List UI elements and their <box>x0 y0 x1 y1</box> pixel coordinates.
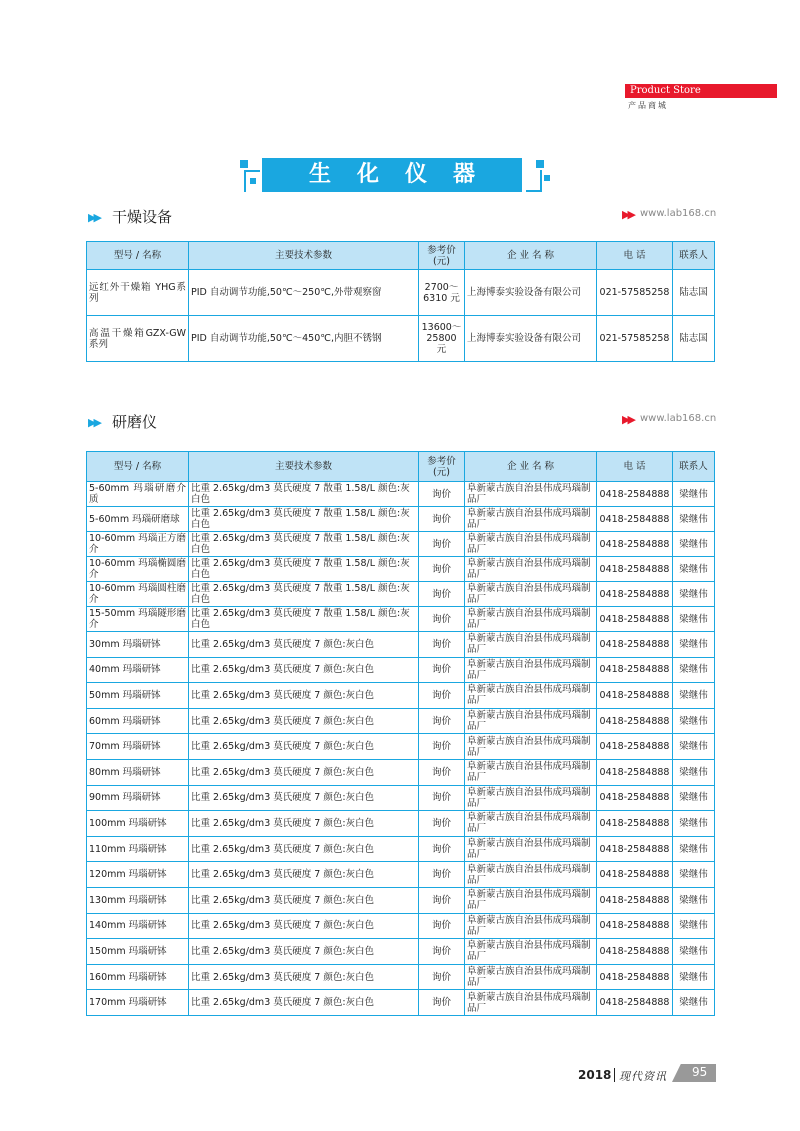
cell-model: 150mm 玛瑙研钵 <box>87 939 189 965</box>
table-row <box>87 532 715 557</box>
product-store-cn-label: 产品商城 <box>628 101 668 110</box>
cell-model: 70mm 玛瑙研钵 <box>87 734 189 760</box>
table-row <box>87 785 715 811</box>
column-header-company: 企 业 名 称 <box>465 242 597 270</box>
cell-spec: 比重 2.65kg/dm3 莫氏硬度 7 散重 1.58/L 颜色:灰白色 <box>189 607 419 632</box>
table-row <box>87 887 715 913</box>
table-row <box>87 862 715 888</box>
section-title-drying: 干燥设备 <box>112 208 173 226</box>
cell-phone: 0418-2584888 <box>597 964 673 990</box>
cell-price: 询价 <box>419 708 465 734</box>
cell-model: 110mm 玛瑙研钵 <box>87 836 189 862</box>
table-row <box>87 708 715 734</box>
table-header-row <box>87 452 715 482</box>
footer-year: 2018 <box>578 1068 612 1082</box>
cell-spec: 比重 2.65kg/dm3 莫氏硬度 7 颜色:灰白色 <box>189 964 419 990</box>
cell-company: 阜新蒙古族自治县伟成玛瑙制品厂 <box>465 632 597 658</box>
cell-contact: 梁继伟 <box>673 836 715 862</box>
cell-price: 询价 <box>419 582 465 607</box>
cell-phone: 0418-2584888 <box>597 683 673 709</box>
cell-model: 5-60mm 玛瑙研磨球 <box>87 507 189 532</box>
cell-contact: 梁继伟 <box>673 785 715 811</box>
cell-company: 阜新蒙古族自治县伟成玛瑙制品厂 <box>465 532 597 557</box>
cell-spec: 比重 2.65kg/dm3 莫氏硬度 7 颜色:灰白色 <box>189 734 419 760</box>
cell-contact: 梁继伟 <box>673 887 715 913</box>
cell-model: 30mm 玛瑙研钵 <box>87 632 189 658</box>
table-row <box>87 632 715 658</box>
cell-company: 阜新蒙古族自治县伟成玛瑙制品厂 <box>465 759 597 785</box>
cell-phone: 0418-2584888 <box>597 887 673 913</box>
cell-spec: 比重 2.65kg/dm3 莫氏硬度 7 散重 1.58/L 颜色:灰白色 <box>189 482 419 507</box>
cell-spec: 比重 2.65kg/dm3 莫氏硬度 7 颜色:灰白色 <box>189 913 419 939</box>
cell-price: 13600～25800 元 <box>419 316 465 362</box>
cell-price: 询价 <box>419 862 465 888</box>
table-row <box>87 607 715 632</box>
cell-price: 询价 <box>419 836 465 862</box>
cell-contact: 梁继伟 <box>673 632 715 658</box>
cell-spec: 比重 2.65kg/dm3 莫氏硬度 7 散重 1.58/L 颜色:灰白色 <box>189 532 419 557</box>
site-arrow-icon: ▶▶ <box>622 208 633 221</box>
cell-spec: PID 自动调节功能,50℃～250℃,外带观察窗 <box>189 270 419 316</box>
cell-model: 高温干燥箱GZX-GW 系列 <box>87 316 189 362</box>
cell-spec: 比重 2.65kg/dm3 莫氏硬度 7 散重 1.58/L 颜色:灰白色 <box>189 557 419 582</box>
cell-phone: 0418-2584888 <box>597 532 673 557</box>
cell-contact: 梁继伟 <box>673 759 715 785</box>
cell-company: 阜新蒙古族自治县伟成玛瑙制品厂 <box>465 657 597 683</box>
product-store-label: Product Store <box>630 85 701 96</box>
table-row <box>87 990 715 1016</box>
cell-price: 询价 <box>419 785 465 811</box>
column-header-price: 参考价(元) <box>419 452 465 482</box>
cell-phone: 021-57585258 <box>597 316 673 362</box>
cell-price: 询价 <box>419 482 465 507</box>
column-header-model: 型号 / 名称 <box>87 242 189 270</box>
column-header-phone: 电 话 <box>597 452 673 482</box>
section-arrow-icon: ▶▶ <box>88 211 99 224</box>
cell-contact: 梁继伟 <box>673 990 715 1016</box>
cell-price: 询价 <box>419 532 465 557</box>
cell-company: 阜新蒙古族自治县伟成玛瑙制品厂 <box>465 887 597 913</box>
cell-phone: 0418-2584888 <box>597 734 673 760</box>
cell-contact: 梁继伟 <box>673 507 715 532</box>
cell-phone: 021-57585258 <box>597 270 673 316</box>
cell-company: 阜新蒙古族自治县伟成玛瑙制品厂 <box>465 482 597 507</box>
table-row <box>87 683 715 709</box>
cell-spec: 比重 2.65kg/dm3 莫氏硬度 7 颜色:灰白色 <box>189 708 419 734</box>
cell-company: 阜新蒙古族自治县伟成玛瑙制品厂 <box>465 557 597 582</box>
cell-price: 询价 <box>419 607 465 632</box>
site-url[interactable]: www.lab168.cn <box>640 208 717 219</box>
table-row <box>87 811 715 837</box>
cell-spec: 比重 2.65kg/dm3 莫氏硬度 7 颜色:灰白色 <box>189 683 419 709</box>
banner-square-decor <box>536 160 544 168</box>
cell-price: 询价 <box>419 557 465 582</box>
cell-company: 阜新蒙古族自治县伟成玛瑙制品厂 <box>465 734 597 760</box>
cell-model: 10-60mm 玛瑙正方磨介 <box>87 532 189 557</box>
cell-phone: 0418-2584888 <box>597 607 673 632</box>
cell-spec: 比重 2.65kg/dm3 莫氏硬度 7 颜色:灰白色 <box>189 836 419 862</box>
table-row <box>87 939 715 965</box>
cell-phone: 0418-2584888 <box>597 582 673 607</box>
cell-contact: 梁继伟 <box>673 657 715 683</box>
cell-spec: 比重 2.65kg/dm3 莫氏硬度 7 颜色:灰白色 <box>189 785 419 811</box>
cell-phone: 0418-2584888 <box>597 657 673 683</box>
cell-contact: 梁继伟 <box>673 557 715 582</box>
site-arrow-icon: ▶▶ <box>622 413 633 426</box>
table-row <box>87 316 715 362</box>
cell-price: 询价 <box>419 964 465 990</box>
cell-price: 询价 <box>419 811 465 837</box>
cell-model: 80mm 玛瑙研钵 <box>87 759 189 785</box>
cell-company: 阜新蒙古族自治县伟成玛瑙制品厂 <box>465 990 597 1016</box>
cell-company: 阜新蒙古族自治县伟成玛瑙制品厂 <box>465 785 597 811</box>
cell-model: 50mm 玛瑙研钵 <box>87 683 189 709</box>
banner-square-decor <box>544 175 550 181</box>
cell-model: 170mm 玛瑙研钵 <box>87 990 189 1016</box>
cell-price: 询价 <box>419 913 465 939</box>
cell-company: 阜新蒙古族自治县伟成玛瑙制品厂 <box>465 862 597 888</box>
cell-phone: 0418-2584888 <box>597 759 673 785</box>
grinding-equipment-table <box>86 451 715 1016</box>
cell-contact: 梁继伟 <box>673 734 715 760</box>
footer-divider <box>614 1068 615 1082</box>
cell-company: 上海博泰实验设备有限公司 <box>465 316 597 362</box>
cell-company: 阜新蒙古族自治县伟成玛瑙制品厂 <box>465 507 597 532</box>
banner-square-decor <box>240 160 248 168</box>
cell-contact: 梁继伟 <box>673 708 715 734</box>
section-arrow-icon: ▶▶ <box>88 416 99 429</box>
cell-spec: PID 自动调节功能,50℃～450℃,内胆不锈钢 <box>189 316 419 362</box>
column-header-contact: 联系人 <box>673 242 715 270</box>
cell-price: 询价 <box>419 990 465 1016</box>
cell-model: 100mm 玛瑙研钵 <box>87 811 189 837</box>
cell-company: 阜新蒙古族自治县伟成玛瑙制品厂 <box>465 607 597 632</box>
cell-model: 120mm 玛瑙研钵 <box>87 862 189 888</box>
cell-company: 阜新蒙古族自治县伟成玛瑙制品厂 <box>465 708 597 734</box>
cell-phone: 0418-2584888 <box>597 632 673 658</box>
cell-spec: 比重 2.65kg/dm3 莫氏硬度 7 散重 1.58/L 颜色:灰白色 <box>189 582 419 607</box>
cell-contact: 梁继伟 <box>673 683 715 709</box>
banner-bracket-right <box>526 170 542 192</box>
banner-title: 生化仪器 <box>308 162 501 187</box>
table-header-row <box>87 242 715 270</box>
table-row <box>87 582 715 607</box>
column-header-company: 企 业 名 称 <box>465 452 597 482</box>
column-header-contact: 联系人 <box>673 452 715 482</box>
cell-spec: 比重 2.65kg/dm3 莫氏硬度 7 颜色:灰白色 <box>189 759 419 785</box>
table-row <box>87 964 715 990</box>
cell-company: 阜新蒙古族自治县伟成玛瑙制品厂 <box>465 939 597 965</box>
column-header-phone: 电 话 <box>597 242 673 270</box>
cell-model: 160mm 玛瑙研钵 <box>87 964 189 990</box>
cell-price: 询价 <box>419 759 465 785</box>
cell-phone: 0418-2584888 <box>597 708 673 734</box>
cell-contact: 梁继伟 <box>673 582 715 607</box>
table-row <box>87 507 715 532</box>
table-row <box>87 836 715 862</box>
cell-contact: 陆志国 <box>673 270 715 316</box>
drying-equipment-table <box>86 241 715 362</box>
cell-spec: 比重 2.65kg/dm3 莫氏硬度 7 颜色:灰白色 <box>189 939 419 965</box>
cell-company: 阜新蒙古族自治县伟成玛瑙制品厂 <box>465 811 597 837</box>
table-row <box>87 657 715 683</box>
cell-phone: 0418-2584888 <box>597 811 673 837</box>
cell-model: 40mm 玛瑙研钵 <box>87 657 189 683</box>
cell-price: 询价 <box>419 507 465 532</box>
cell-spec: 比重 2.65kg/dm3 莫氏硬度 7 颜色:灰白色 <box>189 862 419 888</box>
cell-company: 阜新蒙古族自治县伟成玛瑙制品厂 <box>465 913 597 939</box>
page-number: 95 <box>692 1065 708 1079</box>
cell-model: 5-60mm 玛瑙研磨介质 <box>87 482 189 507</box>
cell-model: 15-50mm 玛瑙隧形磨介 <box>87 607 189 632</box>
column-header-model: 型号 / 名称 <box>87 452 189 482</box>
cell-price: 询价 <box>419 939 465 965</box>
cell-model: 90mm 玛瑙研钵 <box>87 785 189 811</box>
table-row <box>87 482 715 507</box>
cell-contact: 梁继伟 <box>673 939 715 965</box>
cell-contact: 梁继伟 <box>673 913 715 939</box>
cell-contact: 陆志国 <box>673 316 715 362</box>
cell-model: 140mm 玛瑙研钵 <box>87 913 189 939</box>
cell-model: 远红外干燥箱 YHG系列 <box>87 270 189 316</box>
cell-price: 询价 <box>419 657 465 683</box>
table-row <box>87 270 715 316</box>
column-header-price: 参考价(元) <box>419 242 465 270</box>
banner-square-decor <box>250 178 256 184</box>
cell-price: 询价 <box>419 734 465 760</box>
cell-spec: 比重 2.65kg/dm3 莫氏硬度 7 颜色:灰白色 <box>189 811 419 837</box>
table-row <box>87 913 715 939</box>
cell-phone: 0418-2584888 <box>597 836 673 862</box>
cell-phone: 0418-2584888 <box>597 862 673 888</box>
cell-company: 阜新蒙古族自治县伟成玛瑙制品厂 <box>465 964 597 990</box>
table-row <box>87 557 715 582</box>
cell-phone: 0418-2584888 <box>597 785 673 811</box>
cell-price: 询价 <box>419 683 465 709</box>
cell-contact: 梁继伟 <box>673 964 715 990</box>
cell-model: 10-60mm 玛瑙圆柱磨介 <box>87 582 189 607</box>
cell-spec: 比重 2.65kg/dm3 莫氏硬度 7 颜色:灰白色 <box>189 632 419 658</box>
cell-company: 阜新蒙古族自治县伟成玛瑙制品厂 <box>465 836 597 862</box>
cell-model: 60mm 玛瑙研钵 <box>87 708 189 734</box>
cell-spec: 比重 2.65kg/dm3 莫氏硬度 7 颜色:灰白色 <box>189 990 419 1016</box>
site-url[interactable]: www.lab168.cn <box>640 413 717 424</box>
cell-phone: 0418-2584888 <box>597 557 673 582</box>
footer-brand: 现代资讯 <box>619 1070 667 1083</box>
cell-company: 上海博泰实验设备有限公司 <box>465 270 597 316</box>
cell-company: 阜新蒙古族自治县伟成玛瑙制品厂 <box>465 582 597 607</box>
cell-price: 询价 <box>419 632 465 658</box>
cell-price: 2700～6310 元 <box>419 270 465 316</box>
column-header-spec: 主要技术参数 <box>189 452 419 482</box>
cell-contact: 梁继伟 <box>673 862 715 888</box>
cell-model: 10-60mm 玛瑙椭圆磨介 <box>87 557 189 582</box>
cell-contact: 梁继伟 <box>673 607 715 632</box>
cell-phone: 0418-2584888 <box>597 507 673 532</box>
cell-phone: 0418-2584888 <box>597 913 673 939</box>
cell-phone: 0418-2584888 <box>597 939 673 965</box>
section-title-grinding: 研磨仪 <box>112 413 158 431</box>
column-header-spec: 主要技术参数 <box>189 242 419 270</box>
cell-spec: 比重 2.65kg/dm3 莫氏硬度 7 颜色:灰白色 <box>189 887 419 913</box>
table-row <box>87 734 715 760</box>
cell-phone: 0418-2584888 <box>597 482 673 507</box>
cell-contact: 梁继伟 <box>673 532 715 557</box>
cell-company: 阜新蒙古族自治县伟成玛瑙制品厂 <box>465 683 597 709</box>
cell-spec: 比重 2.65kg/dm3 莫氏硬度 7 颜色:灰白色 <box>189 657 419 683</box>
cell-contact: 梁继伟 <box>673 811 715 837</box>
cell-price: 询价 <box>419 887 465 913</box>
cell-model: 130mm 玛瑙研钵 <box>87 887 189 913</box>
table-row <box>87 759 715 785</box>
cell-phone: 0418-2584888 <box>597 990 673 1016</box>
cell-spec: 比重 2.65kg/dm3 莫氏硬度 7 散重 1.58/L 颜色:灰白色 <box>189 507 419 532</box>
cell-contact: 梁继伟 <box>673 482 715 507</box>
